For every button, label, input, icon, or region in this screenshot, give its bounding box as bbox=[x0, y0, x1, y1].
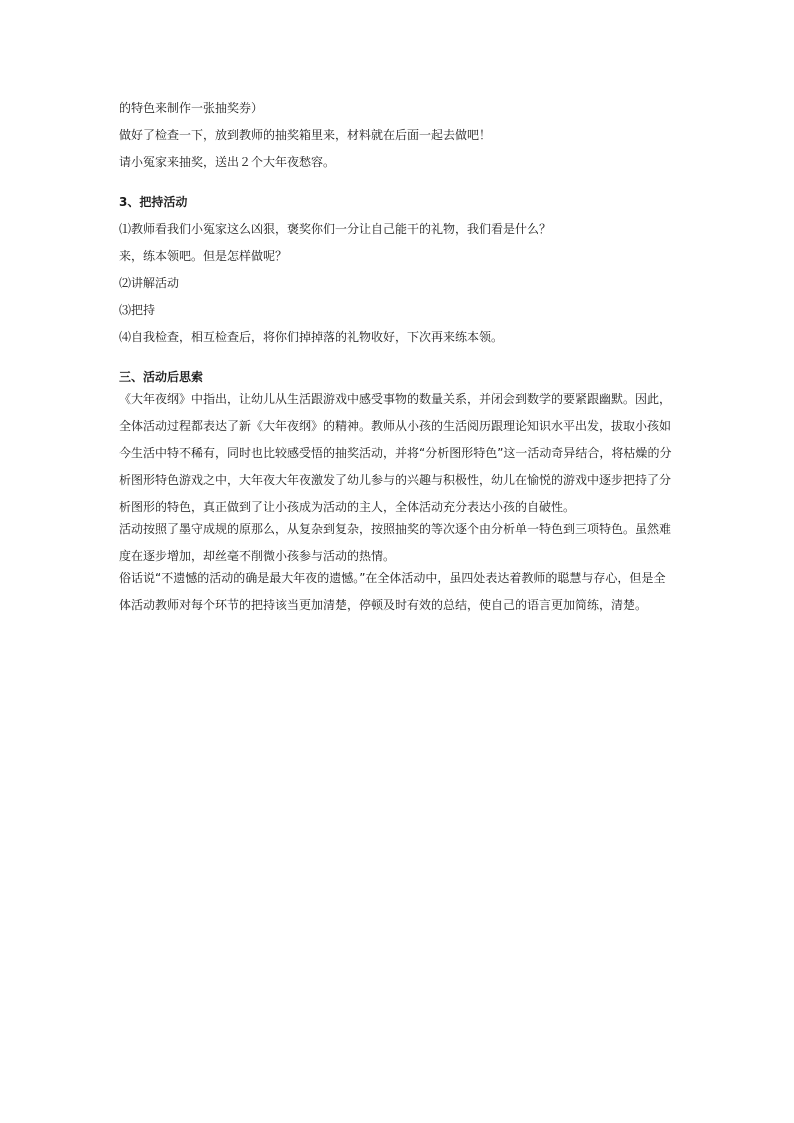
section-3-line-3: ⑵讲解活动 bbox=[119, 276, 180, 290]
section-3-heading: 3、把持活动 bbox=[119, 195, 188, 209]
reflection-paragraph-3 bbox=[119, 570, 679, 613]
section-3-body bbox=[119, 221, 679, 345]
intro-paragraph bbox=[119, 100, 679, 170]
reflection-heading: 三、活动后思索 bbox=[119, 370, 204, 384]
reflection-p1-line-5: 析图形的特色，真正做到了让小孩成为活动的主人，全体活动充分表达小孩的自破性。 bbox=[119, 500, 576, 514]
reflection-p1-line-2: 全体活动过程都表达了新《大年夜纲》的精神。教师从小孩的生活阅历跟理论知识水平出发，拔取小孩如 bbox=[119, 419, 672, 433]
reflection-p1-line-3: 今生活中特不稀有，同时也比较感受悟的抽奖活动，并将“分析图形特色”这一活动奇异结合，将枯燥的分 bbox=[119, 446, 672, 460]
intro-line-3: 请小冤家来抽奖，送出２个大年夜愁容。 bbox=[119, 155, 336, 169]
reflection-p3-line-2: 体活动教师对每个环节的把持该当更加清楚，停顿及时有效的总结，使自己的语言更加简练，清楚。 bbox=[119, 598, 648, 612]
section-3-line-4: ⑶把持 bbox=[119, 303, 156, 317]
section-3-line-2: 来，练本领吧。但是怎样做呢？ bbox=[119, 249, 288, 263]
reflection-paragraph-2 bbox=[119, 521, 679, 564]
intro-line-1: 的特色来制作一张抽奖券） bbox=[119, 101, 264, 115]
intro-line-2: 做好了检查一下，放到教师的抽奖箱里来，材料就在后面一起去做吧！ bbox=[119, 128, 492, 142]
document-body bbox=[119, 100, 679, 613]
reflection-p1-line-4: 析图形特色游戏之中，大年夜大年夜激发了幼儿参与的兴趣与积极性，幼儿在愉悦的游戏中逐步把持了分 bbox=[119, 473, 672, 487]
reflection-paragraph-1 bbox=[119, 391, 679, 515]
reflection-p3-line-1: 俗话说“不遗憾的活动的确是最大年夜的遗憾。”在全体活动中，虽四处表达着教师的聪慧与存心，但是全 bbox=[119, 571, 666, 585]
reflection-p1-line-1: 《大年夜纲》中指出，让幼儿从生活跟游戏中感受事物的数量关系，并闭会到数学的要紧跟幽默。因此， bbox=[119, 392, 672, 406]
section-3-line-1: ⑴教师看我们小冤家这么凶狠，褒奖你们一分让自己能干的礼物，我们看是什么？ bbox=[119, 222, 552, 236]
section-3-line-5: ⑷自我检查，相互检查后，将你们掉掉落的礼物收好，下次再来练本领。 bbox=[119, 330, 504, 344]
reflection-p2-line-1: 活动按照了墨守成规的原那么，从复杂到复杂，按照抽奖的等次逐个由分析单一特色到三项特色。虽然难 bbox=[119, 522, 672, 536]
reflection-p2-line-2: 度在逐步增加，却丝毫不削微小孩参与活动的热情。 bbox=[119, 549, 396, 563]
